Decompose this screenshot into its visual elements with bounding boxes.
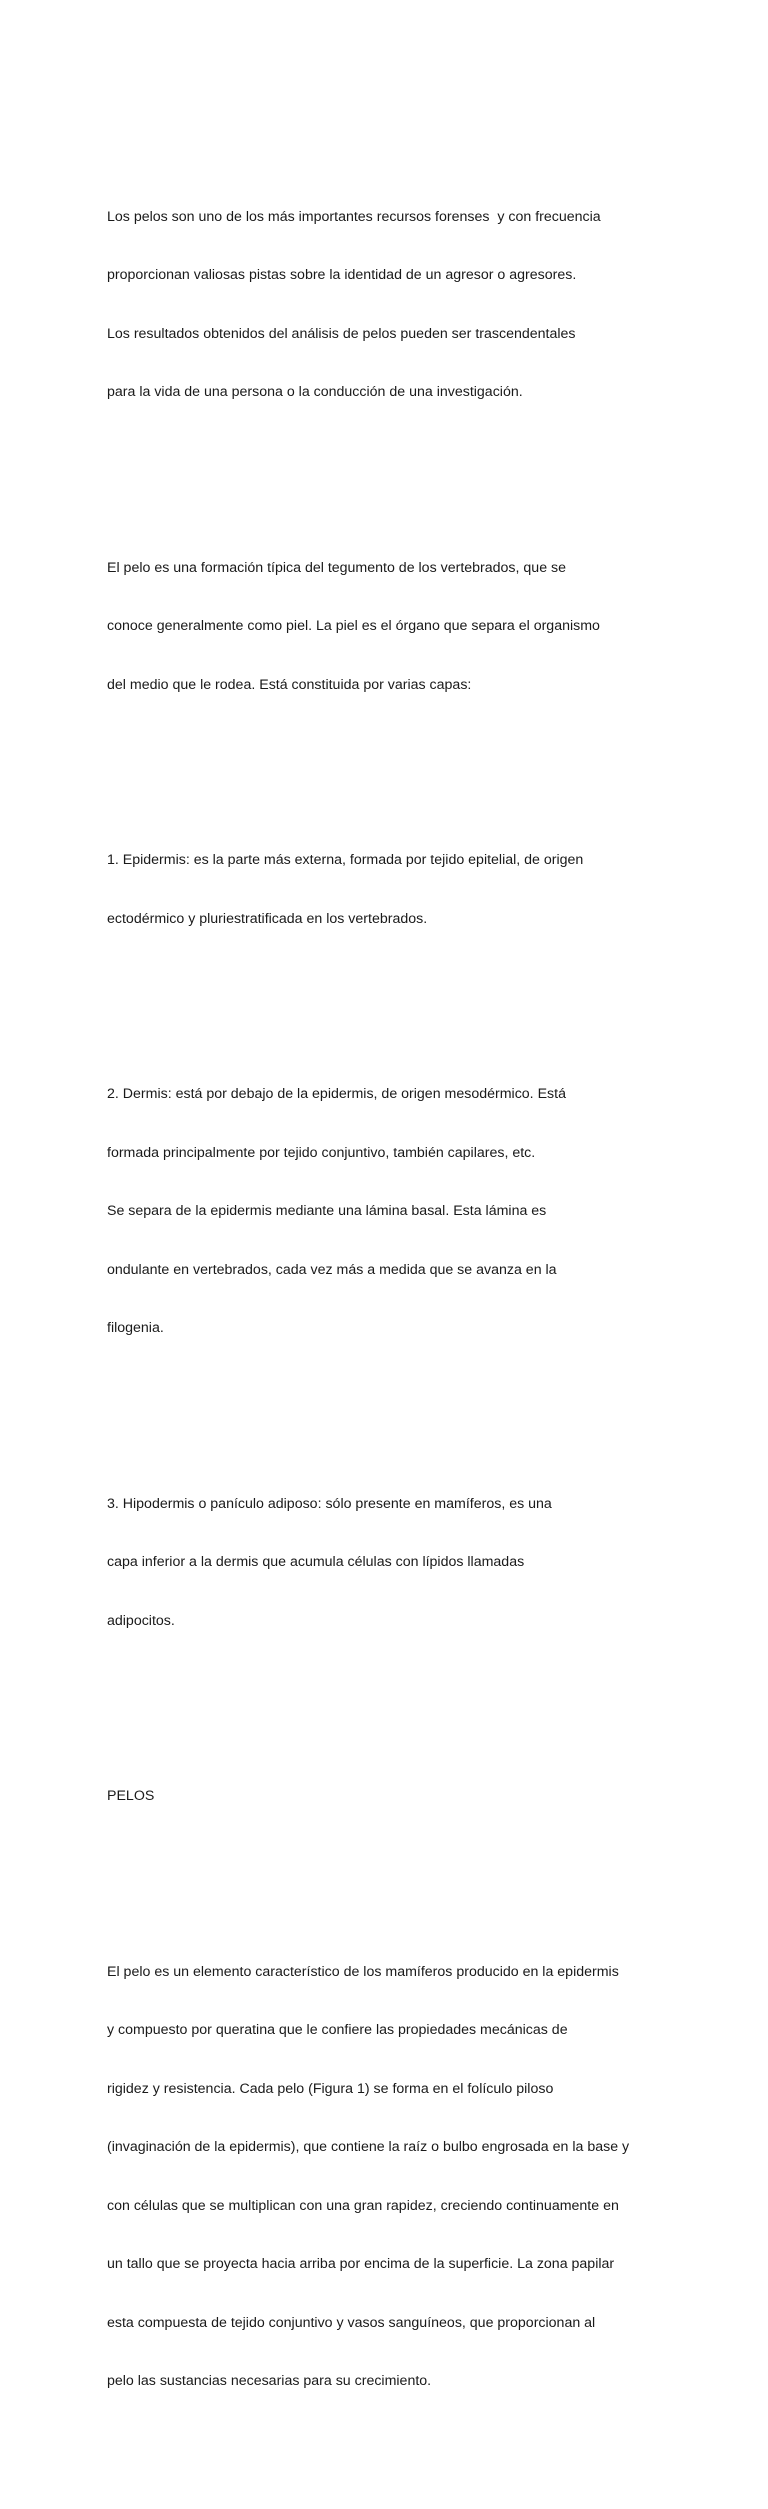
text-line: El pelo es un elemento característico de los mamíferos producido en la epidermis (107, 1963, 619, 1980)
text-line: 1. Epidermis: es la parte más externa, formada por tejido epitelial, de origen (107, 852, 584, 868)
text-line: Los resultados obtenidos del análisis de pelos pueden ser trascendentales (107, 325, 576, 342)
text-line: para la vida de una persona o la conducción de una investigación. (107, 384, 523, 400)
text-line: rigidez y resistencia. Cada pelo (Figura 1) se forma en el folículo piloso (107, 2080, 554, 2097)
text-line: proporcionan valiosas pistas sobre la identidad de un agresor o agresores. (107, 267, 577, 283)
paragraph-skin (107, 520, 687, 735)
paragraph-epidermis (107, 812, 687, 968)
section-heading-pelos (107, 1748, 687, 1846)
paragraph-hipodermis (107, 1456, 687, 1671)
text-line: ondulante en vertebrados, cada vez más a medida que se avanza en la (107, 1261, 557, 1278)
text-line: capa inferior a la dermis que acumula células con lípidos llamadas (107, 1554, 525, 1570)
paragraph-intro (107, 169, 687, 442)
text-line: filogenia. (107, 1320, 164, 1336)
text-line: y compuesto por queratina que le confiere las propiedades mecánicas de (107, 2022, 568, 2038)
paragraph-dermis (107, 1046, 687, 1378)
text-line: Se separa de la epidermis mediante una lámina basal. Esta lámina es (107, 1203, 547, 1219)
text-line: formada principalmente por tejido conjuntivo, también capilares, etc. (107, 1144, 536, 1161)
text-line: El pelo es una formación típica del tegumento de los vertebrados, que se (107, 559, 567, 576)
text-line: 3. Hipodermis o panículo adiposo: sólo presente en mamíferos, es una (107, 1495, 552, 1512)
text-line: esta compuesta de tejido conjuntivo y vasos sanguíneos, que proporcionan al (107, 2314, 596, 2331)
text-line: del medio que le rodea. Está constituida por varias capas: (107, 676, 472, 693)
text-line: con células que se multiplican con una gran rapidez, creciendo continuamente en (107, 2197, 619, 2214)
text-line: adipocitos. (107, 1612, 175, 1629)
text-line: pelo las sustancias necesarias para su crecimiento. (107, 2373, 432, 2389)
text-line: (invaginación de la epidermis), que contiene la raíz o bulbo engrosada en la base y (107, 2139, 630, 2155)
document-body (107, 110, 687, 2509)
text-line: ectodérmico y pluriestratificada en los vertebrados. (107, 910, 428, 927)
section-heading: PELOS (107, 1788, 155, 1804)
paragraph-pelo (107, 1924, 687, 2431)
text-line: 2. Dermis: está por debajo de la epidermis, de origen mesodérmico. Está (107, 1086, 566, 1102)
text-line: conoce generalmente como piel. La piel es el órgano que separa el organismo (107, 618, 600, 634)
text-line: un tallo que se proyecta hacia arriba por encima de la superficie. La zona papilar (107, 2256, 615, 2272)
text-line: Los pelos son uno de los más importantes recursos forenses y con frecuencia (107, 208, 601, 225)
